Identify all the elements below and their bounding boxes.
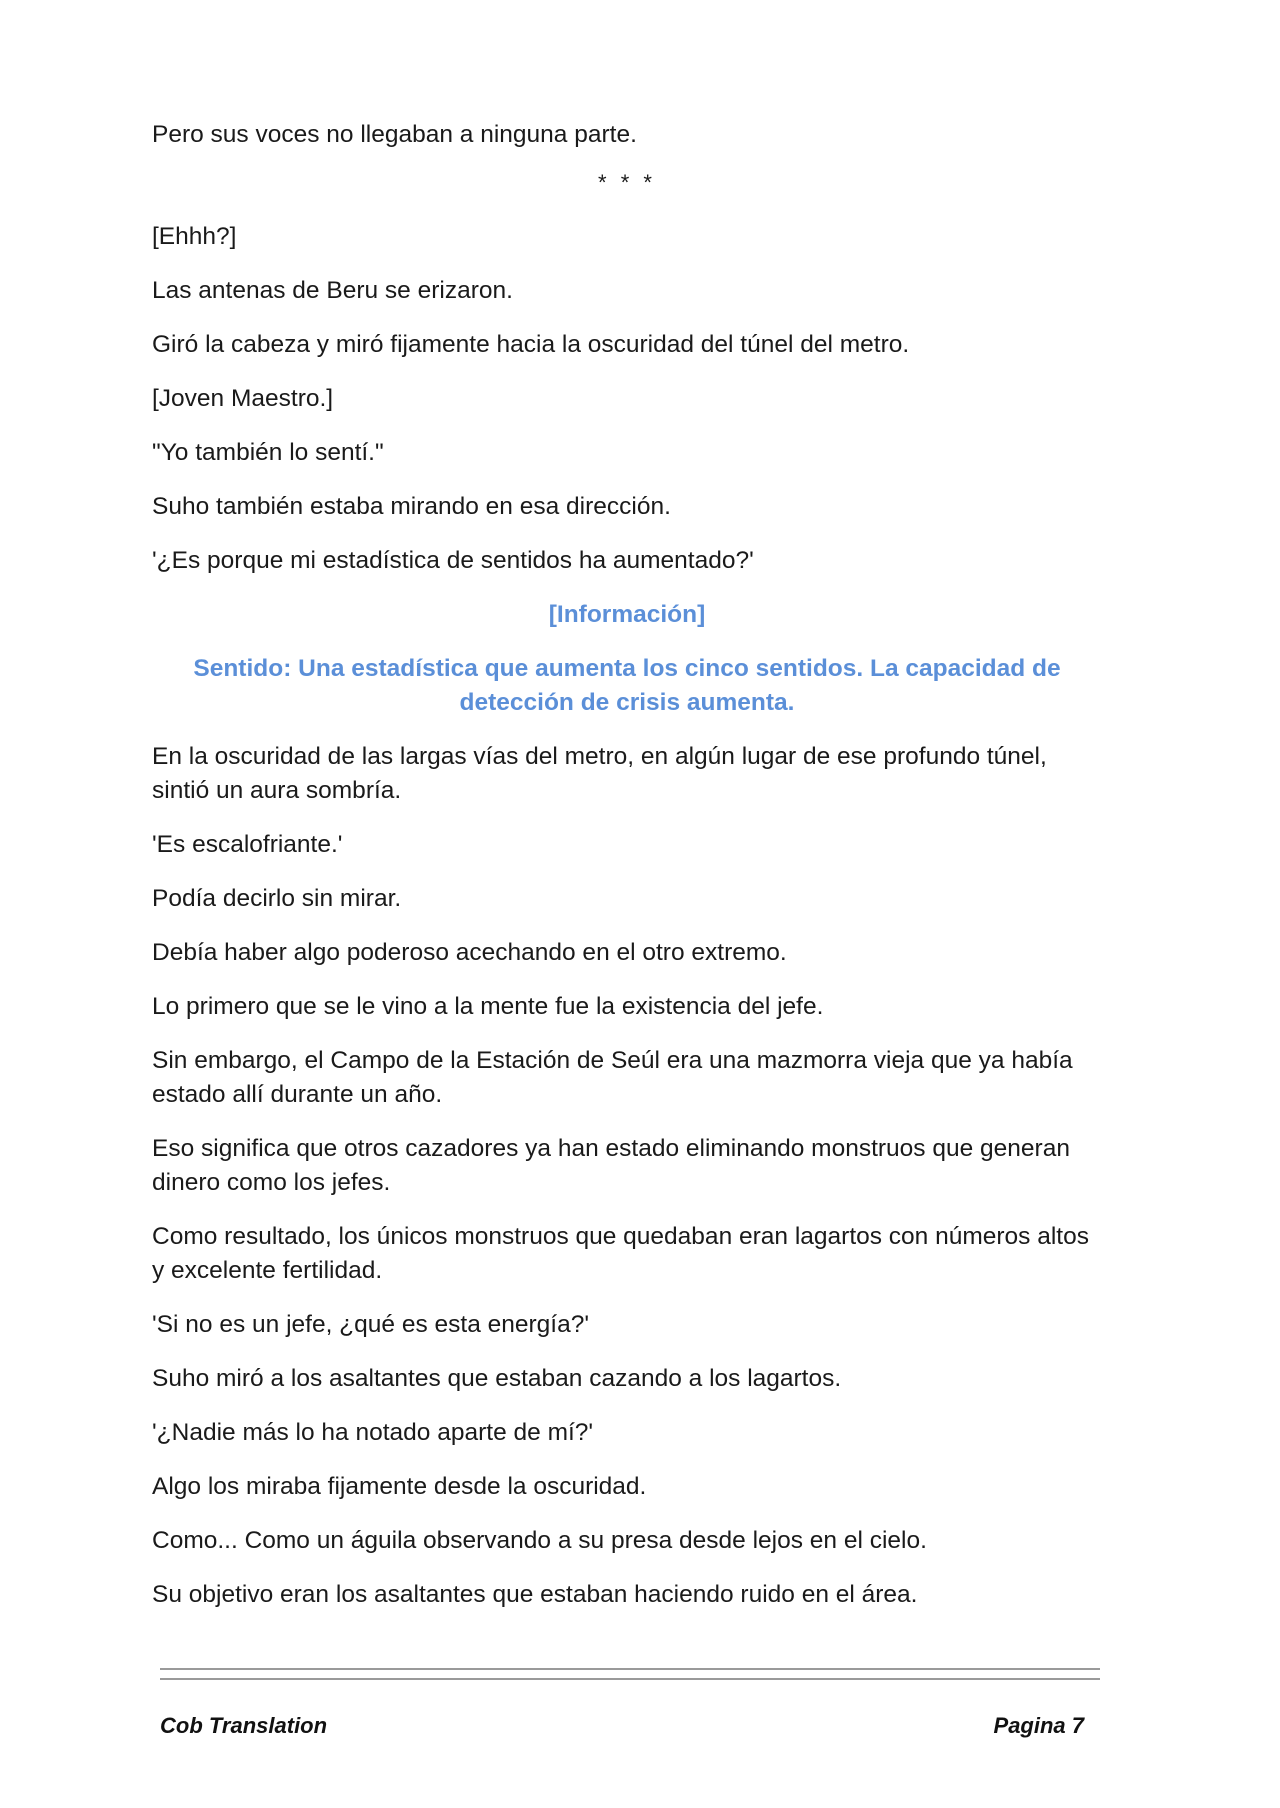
paragraph: Algo los miraba fijamente desde la oscuridad. [152, 1473, 647, 1500]
scene-separator: * * * [598, 170, 656, 195]
paragraph: Debía haber algo poderoso acechando en el otro extremo. [152, 939, 787, 966]
paragraph: "Yo también lo sentí." [152, 439, 384, 466]
footer-page-number: Pagina 7 [993, 1713, 1084, 1738]
paragraph: Eso significa que otros cazadores ya han estado eliminando monstruos que generan dinero como los jefes. [152, 1135, 1070, 1196]
footer-rule-bottom [160, 1678, 1100, 1680]
paragraph: En la oscuridad de las largas vías del metro, en algún lugar de ese profundo túnel, sintió un aura sombría. [152, 743, 1047, 804]
paragraph: [Joven Maestro.] [152, 385, 334, 412]
paragraph: Su objetivo eran los asaltantes que estaban haciendo ruido en el área. [152, 1581, 918, 1608]
paragraph: Pero sus voces no llegaban a ninguna parte. [152, 121, 637, 148]
paragraph: 'Si no es un jefe, ¿qué es esta energía?' [152, 1311, 590, 1338]
info-box-title: [Información] [548, 601, 706, 628]
footer-publisher: Cob Translation [160, 1713, 328, 1738]
info-box-body: Sentido: Una estadística que aumenta los cinco sentidos. La capacidad de detección de crisis aumenta. [193, 655, 1061, 716]
paragraph: [Ehhh?] [152, 223, 237, 250]
footer-rule-top [160, 1668, 1100, 1670]
paragraph: Como... Como un águila observando a su presa desde lejos en el cielo. [152, 1527, 927, 1554]
paragraph: Lo primero que se le vino a la mente fue la existencia del jefe. [152, 993, 824, 1020]
paragraph: Sin embargo, el Campo de la Estación de Seúl era una mazmorra vieja que ya había estado allí durante un año. [152, 1047, 1073, 1108]
paragraph: Como resultado, los únicos monstruos que quedaban eran lagartos con números altos y excelente fertilidad. [152, 1223, 1089, 1284]
footer-divider [160, 1668, 1100, 1682]
paragraph: Suho miró a los asaltantes que estaban cazando a los lagartos. [152, 1365, 842, 1392]
paragraph: '¿Nadie más lo ha notado aparte de mí?' [152, 1419, 594, 1446]
paragraph: Podía decirlo sin mirar. [152, 885, 402, 912]
paragraph: Giró la cabeza y miró fijamente hacia la oscuridad del túnel del metro. [152, 331, 910, 358]
paragraph: Suho también estaba mirando en esa dirección. [152, 493, 671, 520]
document-body [152, 118, 1102, 1632]
paragraph: '¿Es porque mi estadística de sentidos ha aumentado?' [152, 547, 754, 574]
paragraph: 'Es escalofriante.' [152, 831, 343, 858]
paragraph: Las antenas de Beru se erizaron. [152, 277, 513, 304]
